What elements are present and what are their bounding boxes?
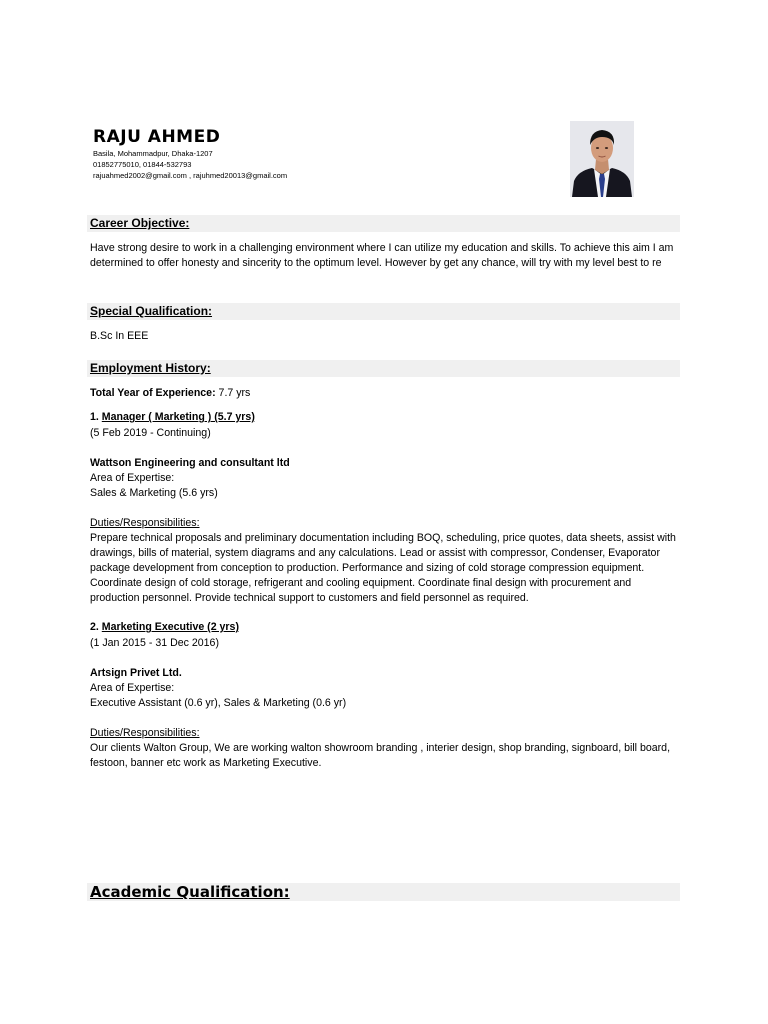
total-experience-label: Total Year of Experience: [90, 387, 216, 399]
job-1-expertise: Sales & Marketing (5.6 yrs) [90, 487, 218, 499]
job-2-period: (1 Jan 2015 - 31 Dec 2016) [90, 637, 219, 649]
job-2-duties: Our clients Walton Group, We are working walton showroom branding , interier design, shop branding, signboard, bill board, festoon, banner etc work as Marketing Executive. [90, 742, 671, 769]
profile-photo-image [570, 121, 634, 197]
job-1-duties: Prepare technical proposals and preliminary documentation including BOQ, scheduling, price quotes, data sheets, assist with drawings, bills of material, system diagrams and any calculations. Lead or assist with compressor, Condenser, Evaporator package development from conception to production. Performance and sizing of cold storage compression equipment. Coordinate design of cold storage, refrigerant and cooling equipment. Coordinate final design with procurement and production personnel. Provide technical support to customers and field personnel as required. [90, 532, 676, 604]
candidate-name: RAJU AHMED [93, 127, 221, 147]
employment-history-title: Employment History: [90, 361, 211, 375]
job-2-expertise-label: Area of Expertise: [90, 682, 175, 694]
employment-history-heading [87, 360, 680, 377]
email-line: rajuahmed2002@gmail.com , rajuhmed20013@gmail.com [93, 171, 288, 180]
career-objective-text: Have strong desire to work in a challenging environment where I can utilize my education and skills. To achieve this aim I am determined to offer honesty and sincerity to the optimum level. However by get any chance, will try with my level best to re [90, 242, 674, 269]
profile-photo [570, 121, 634, 197]
job-1-duties-label: Duties/Responsibilities: [90, 517, 200, 529]
job-1-period: (5 Feb 2019 - Continuing) [90, 427, 211, 439]
job-2-duties-label: Duties/Responsibilities: [90, 727, 200, 739]
total-experience-value: 7.7 yrs [215, 387, 251, 399]
address-line: Basila, Mohammadpur, Dhaka-1207 [93, 149, 213, 158]
job-1-expertise-label: Area of Expertise: [90, 472, 175, 484]
job-1-title: Manager ( Marketing ) (5.7 yrs) [101, 411, 255, 423]
job-2-number: 2. [90, 621, 102, 633]
total-experience [90, 386, 680, 401]
job-1-title-line [90, 410, 680, 425]
special-qualification-title: Special Qualification: [90, 304, 213, 318]
career-objective-title: Career Objective: [90, 216, 190, 230]
job-1-number: 1. [90, 411, 102, 423]
academic-qualification-heading [87, 883, 680, 901]
career-objective-heading [87, 215, 680, 232]
academic-qualification-title: Academic Qualification: [90, 883, 290, 901]
job-2-company: Artsign Privet Ltd. [90, 667, 182, 679]
job-2-title-line [90, 620, 680, 635]
job-1-company: Wattson Engineering and consultant ltd [90, 457, 290, 469]
phone-line: 01852775010, 01844-532793 [93, 160, 192, 169]
job-2-expertise: Executive Assistant (0.6 yr), Sales & Marketing (0.6 yr) [90, 697, 347, 709]
special-qualification-heading [87, 303, 680, 320]
job-2-title: Marketing Executive (2 yrs) [101, 621, 239, 633]
special-qualification-text: B.Sc In EEE [90, 330, 149, 342]
